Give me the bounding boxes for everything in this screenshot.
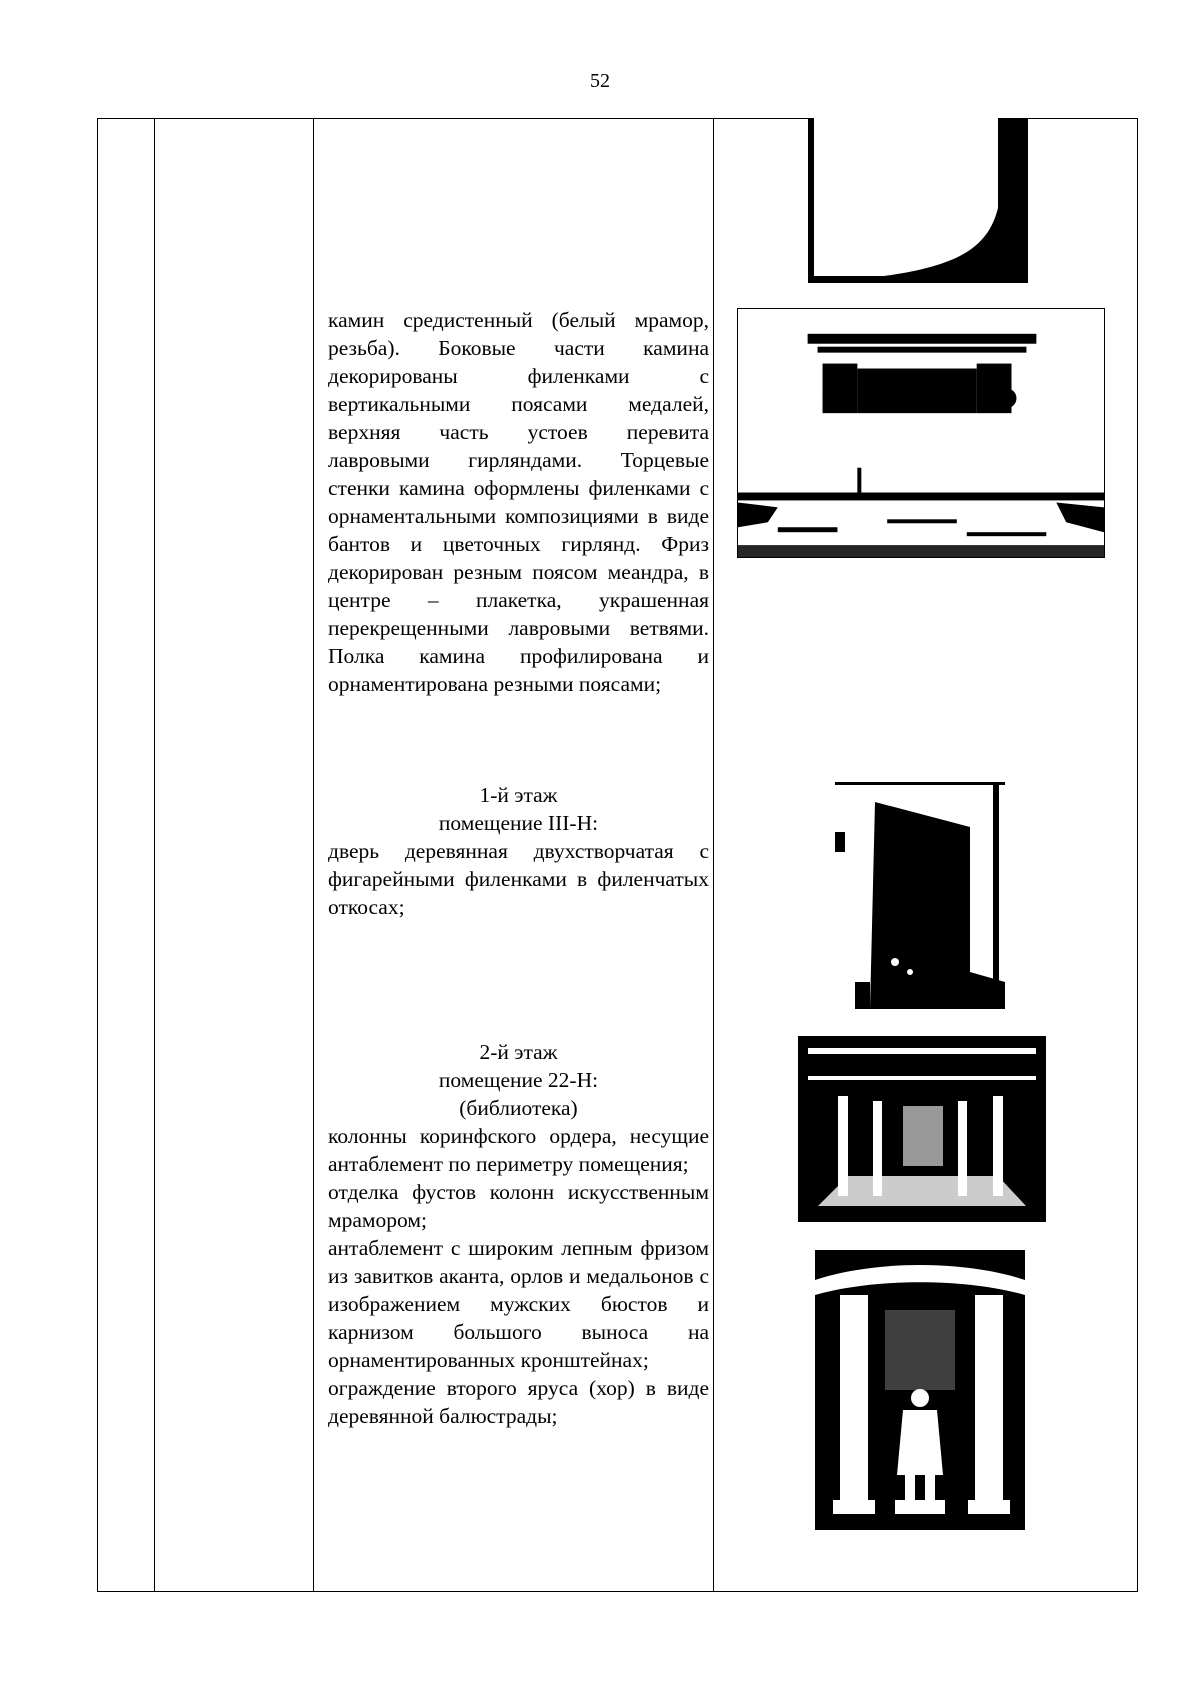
floor2-item: отделка фустов колонн искусственным мрамором; xyxy=(328,1180,709,1232)
floor2-item: ограждение второго яруса (хор) в виде деревянной балюстрады; xyxy=(328,1376,709,1428)
photo-fireplace xyxy=(737,308,1105,558)
photo-door xyxy=(835,782,1005,1009)
floor2-heading: 2-й этаж xyxy=(479,1040,558,1064)
floor2-section xyxy=(328,1038,709,1430)
floor1-room: помещение III-Н: xyxy=(438,811,599,835)
floor1-section xyxy=(328,781,709,921)
fireplace-description xyxy=(328,306,709,698)
floor2-room-note: (библиотека) xyxy=(459,1096,578,1120)
floor1-text: дверь деревянная двухстворчатая с фигарейными филенками в филенчатых откосах; xyxy=(328,839,709,919)
column-divider xyxy=(313,119,314,1591)
floor2-item: антаблемент с широким лепным фризом из завитков аканта, орлов и медальонов с изображением мужских бюстов и карнизом большого выноса на орнаментированных кронштейнах; xyxy=(328,1236,709,1372)
floor1-heading: 1-й этаж xyxy=(479,783,558,807)
page-number: 52 xyxy=(590,70,610,92)
column-divider xyxy=(154,119,155,1591)
photo-fireplace-top xyxy=(808,118,1028,283)
floor2-item: колонны коринфского ордера, несущие антаблемент по периметру помещения; xyxy=(328,1124,709,1176)
photo-colonnade xyxy=(815,1250,1025,1530)
column-divider xyxy=(713,119,714,1591)
photo-library xyxy=(798,1036,1046,1222)
floor2-room: помещение 22-Н: xyxy=(438,1068,599,1092)
fireplace-text: камин средистенный (белый мрамор, резьба). Боковые части камина декорированы филенками с вертикальными поясами медалей, верхняя часть устоев перевита лавровыми гирляндами. Торцевые стенки камина оформлены филенками с орнаментальными композициями в виде бантов и цветочных гирлянд. Фриз декорирован резным поясом меандра, в центре – плакетка, украшенная перекрещенными лавровыми ветвями. Полка камина профилирована и орнаментирована резными поясами; xyxy=(328,308,709,696)
